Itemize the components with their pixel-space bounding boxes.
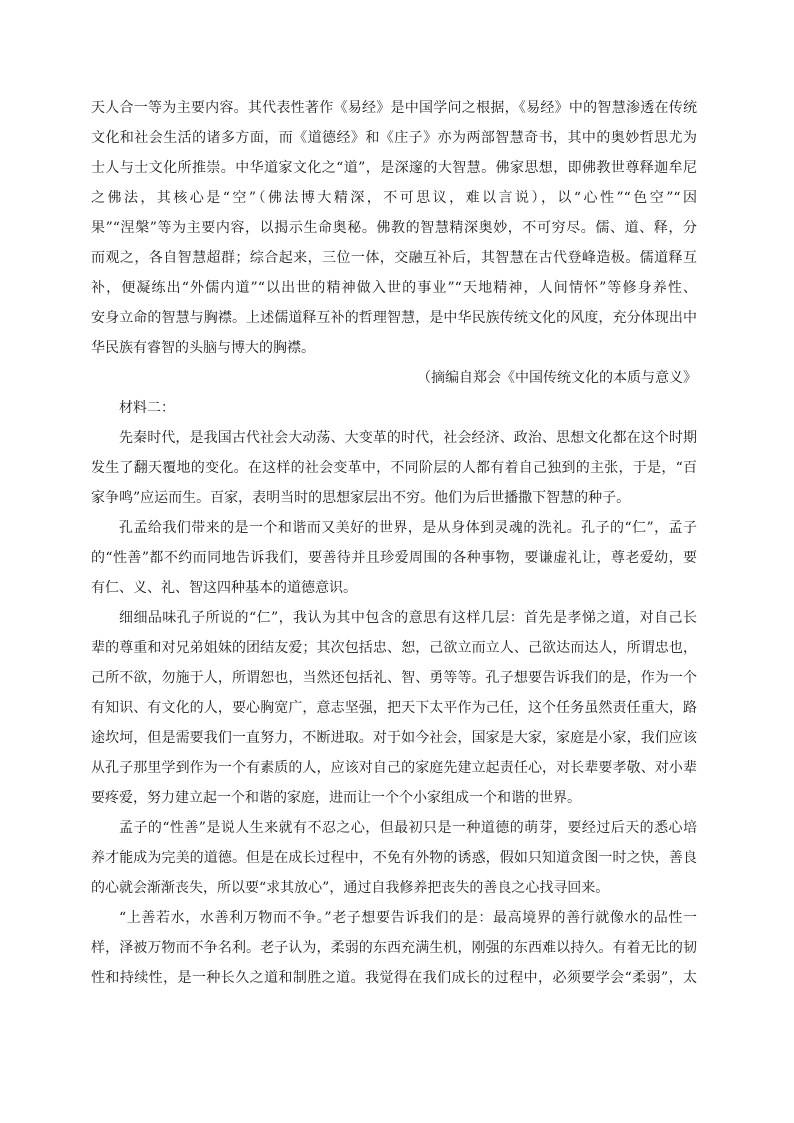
text-line: 从孔子那里学到作为一个有素质的人，应该对自己的家庭先建立起责任心，对长辈要孝敬、对小辈 [91, 760, 697, 776]
text-line: 果”“涅槃”等为主要内容，以揭示生命奥秘。佛教的智慧精深奥妙，不可穷尽。儒、道、释，分 [91, 220, 697, 236]
text-line: 先秦时代，是我国古代社会大动荡、大变革的时代，社会经济、政治、思想文化都在这个时期 [119, 430, 697, 446]
text-line: 己所不欲，勿施于人，所谓恕也，当然还包括礼、智、勇等等。孔子想要告诉我们的是，作为一个 [91, 670, 697, 686]
text-line: 要疼爱，努力建立起一个和谐的家庭，进而让一个个小家组成一个和谐的世界。 [91, 790, 581, 806]
source-citation: （摘编自郑会《中国传统文化的本质与意义》 [417, 370, 697, 386]
text-line: 华民族有睿智的头脑与博大的胸襟。 [91, 340, 315, 356]
text-line: 安身立命的智慧与胸襟。上述儒道释互补的哲理智慧，是中华民族传统文化的风度，充分体现出中 [91, 310, 697, 326]
text-line: 士人与士文化所推崇。中华道家文化之“道”，是深邃的大智慧。佛家思想，即佛教世尊释迦牟尼 [91, 160, 697, 176]
text-line: 天人合一等为主要内容。其代表性著作《易经》是中国学问之根据，《易经》中的智慧渗透在传统 [91, 100, 697, 116]
text-line: 文化和社会生活的诸多方面，而《道德经》和《庄子》亦为两部智慧奇书，其中的奥妙哲思尤为 [91, 130, 697, 146]
text-line: 补，便凝练出“外儒内道”“以出世的精神做入世的事业”“天地精神，人间情怀”等修身养性、 [91, 280, 697, 296]
text-line: “上善若水，水善利万物而不争。”老子想要告诉我们的是：最高境界的善行就像水的品性一 [119, 910, 697, 926]
text-line: 性和持续性，是一种长久之道和制胜之道。我觉得在我们成长的过程中，必须要学会“柔弱”，太 [91, 970, 697, 986]
text-line: 孔孟给我们带来的是一个和谐而又美好的世界，是从身体到灵魂的洗礼。孔子的“仁”，孟子 [119, 520, 697, 536]
text-line: 的“性善”都不约而同地告诉我们，要善待并且珍爱周围的各种事物，要谦虚礼让，尊老爱幼，要 [91, 550, 697, 566]
text-line: 的心就会渐渐丧失，所以要“求其放心”，通过自我修养把丧失的善良之心找寻回来。 [91, 880, 610, 896]
text-line: 而观之，各自智慧超群；综合起来，三位一体，交融互补后，其智慧在古代登峰造极。儒道释互 [91, 250, 697, 266]
text-line: 有知识、有文化的人，要心胸宽广，意志坚强，把天下太平作为己任，这个任务虽然责任重大，路 [91, 700, 697, 716]
text-line: 辈的尊重和对兄弟姐妹的团结友爱；其次包括忠、恕，己欲立而立人、己欲达而达人，所谓忠也， [91, 640, 697, 656]
text-line: 途坎坷，但是需要我们一直努力，不断进取。对于如今社会，国家是大家，家庭是小家，我们应该 [91, 730, 697, 746]
section-heading: 材料二： [119, 400, 175, 416]
text-line: 之佛法，其核心是“空”（佛法博大精深，不可思议，难以言说），以“心性”“色空”“因 [91, 190, 697, 206]
text-line: 发生了翻天覆地的变化。在这样的社会变革中，不同阶层的人都有着自己独到的主张，于是，“百 [91, 460, 697, 476]
text-line: 有仁、义、礼、智这四种基本的道德意识。 [91, 580, 357, 596]
text-line: 养才能成为完美的道德。但是在成长过程中，不免有外物的诱惑，假如只知道贪图一时之快，善良 [91, 850, 697, 866]
text-line: 样，泽被万物而不争名利。老子认为，柔弱的东西充满生机，刚强的东西难以持久。有着无比的韧 [91, 940, 697, 956]
text-line: 孟子的“性善”是说人生来就有不忍之心，但最初只是一种道德的萌芽，要经过后天的悉心培 [119, 820, 697, 836]
text-line: 细细品味孔子所说的“仁”，我认为其中包含的意思有这样几层：首先是孝悌之道，对自己长 [119, 610, 697, 626]
text-line: 家争鸣”应运而生。百家，表明当时的思想家层出不穷。他们为后世播撒下智慧的种子。 [91, 490, 631, 506]
